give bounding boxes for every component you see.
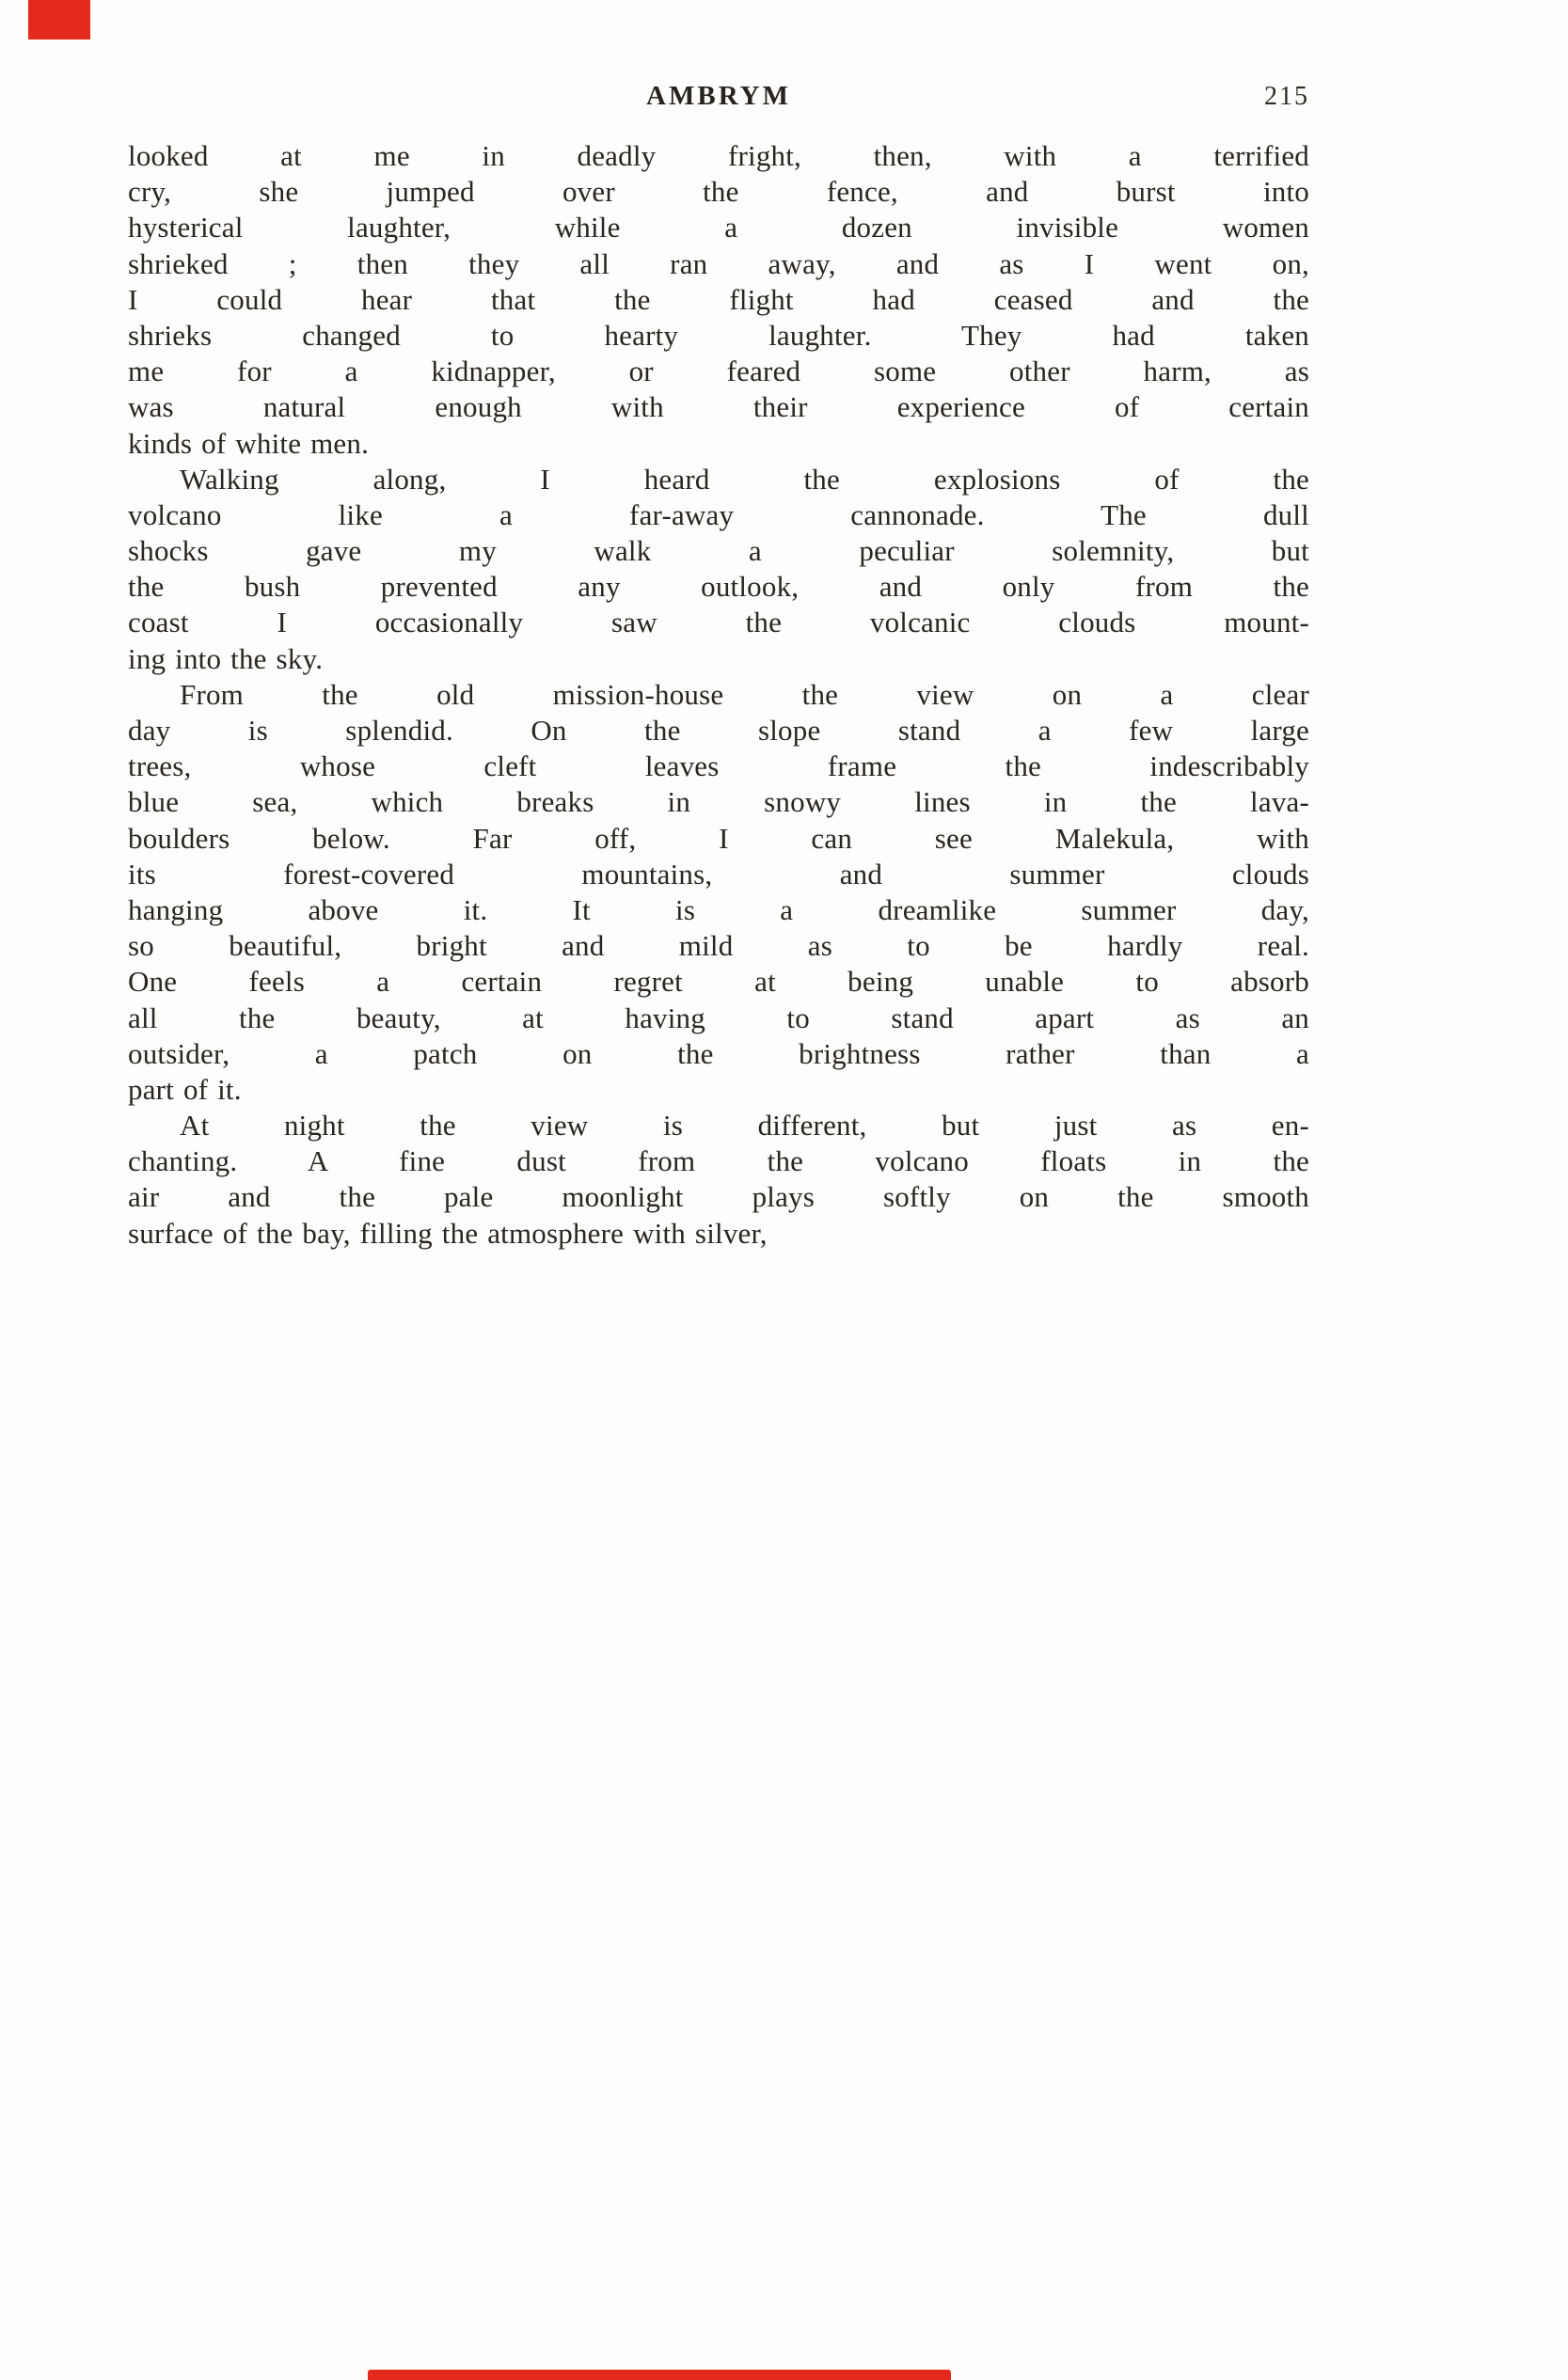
paragraph xyxy=(128,1108,1309,1252)
text-line: ing into the sky. xyxy=(128,641,324,675)
text-line: shrieks changed to hearty laughter. They had taken xyxy=(128,318,1309,352)
text-line: so beautiful, bright and mild as to be hardly real. xyxy=(128,929,1309,963)
text-line: coast I occasionally saw the volcanic clouds mount- xyxy=(128,606,1309,639)
text-line: One feels a certain regret at being unable to absorb xyxy=(128,965,1309,999)
text-line: trees, whose cleft leaves frame the indescribably xyxy=(128,749,1309,783)
text-line: day is splendid. On the slope stand a few large xyxy=(128,714,1309,747)
text-line: shrieked ; then they all ran away, and as I went on, xyxy=(128,246,1309,280)
text-line: From the old mission-house the view on a clear xyxy=(180,677,1309,711)
text-line: air and the pale moonlight plays softly on the smooth xyxy=(128,1180,1309,1214)
text-line: volcano like a far-away cannonade. The dull xyxy=(128,497,1309,531)
text-line: boulders below. Far off, I can see Malekula, with xyxy=(128,821,1309,855)
text-line: hysterical laughter, while a dozen invisible women xyxy=(128,211,1309,244)
text-line: blue sea, which breaks in snowy lines in the lava- xyxy=(128,785,1309,819)
paragraph xyxy=(128,138,1309,462)
text-line: all the beauty, at having to stand apart as an xyxy=(128,1001,1309,1034)
body-text xyxy=(128,138,1309,1252)
text-line: was natural enough with their experience of certain xyxy=(128,390,1309,424)
paragraph xyxy=(128,677,1309,1108)
text-line: I could hear that the flight had ceased and the xyxy=(128,282,1309,316)
scan-artifact-bottom xyxy=(368,2370,951,2380)
text-line: me for a kidnapper, or feared some other harm, as xyxy=(128,355,1309,388)
text-line: cry, she jumped over the fence, and burst into xyxy=(128,175,1309,209)
text-line: part of it. xyxy=(128,1072,242,1106)
text-line: the bush prevented any outlook, and only from the xyxy=(128,570,1309,604)
text-line: kinds of white men. xyxy=(128,426,370,460)
text-line: hanging above it. It is a dreamlike summer day, xyxy=(128,892,1309,926)
text-line: surface of the bay, filling the atmosphere with silver, xyxy=(128,1216,768,1250)
text-line: chanting. A fine dust from the volcano floats in the xyxy=(128,1144,1309,1178)
text-line: Walking along, I heard the explosions of the xyxy=(180,462,1309,496)
text-line: outsider, a patch on the brightness rather than a xyxy=(128,1036,1309,1070)
paragraph xyxy=(128,462,1309,677)
page-number: 215 xyxy=(1264,82,1309,111)
text-line: At night the view is different, but just as en- xyxy=(180,1109,1309,1143)
scan-artifact-top-left xyxy=(28,0,90,39)
running-title: AMBRYM xyxy=(646,81,791,111)
text-line: shocks gave my walk a peculiar solemnity, but xyxy=(128,534,1309,568)
page-header xyxy=(128,81,1309,118)
text-line: its forest-covered mountains, and summer clouds xyxy=(128,857,1309,891)
text-line: looked at me in deadly fright, then, with a terrified xyxy=(128,139,1309,172)
